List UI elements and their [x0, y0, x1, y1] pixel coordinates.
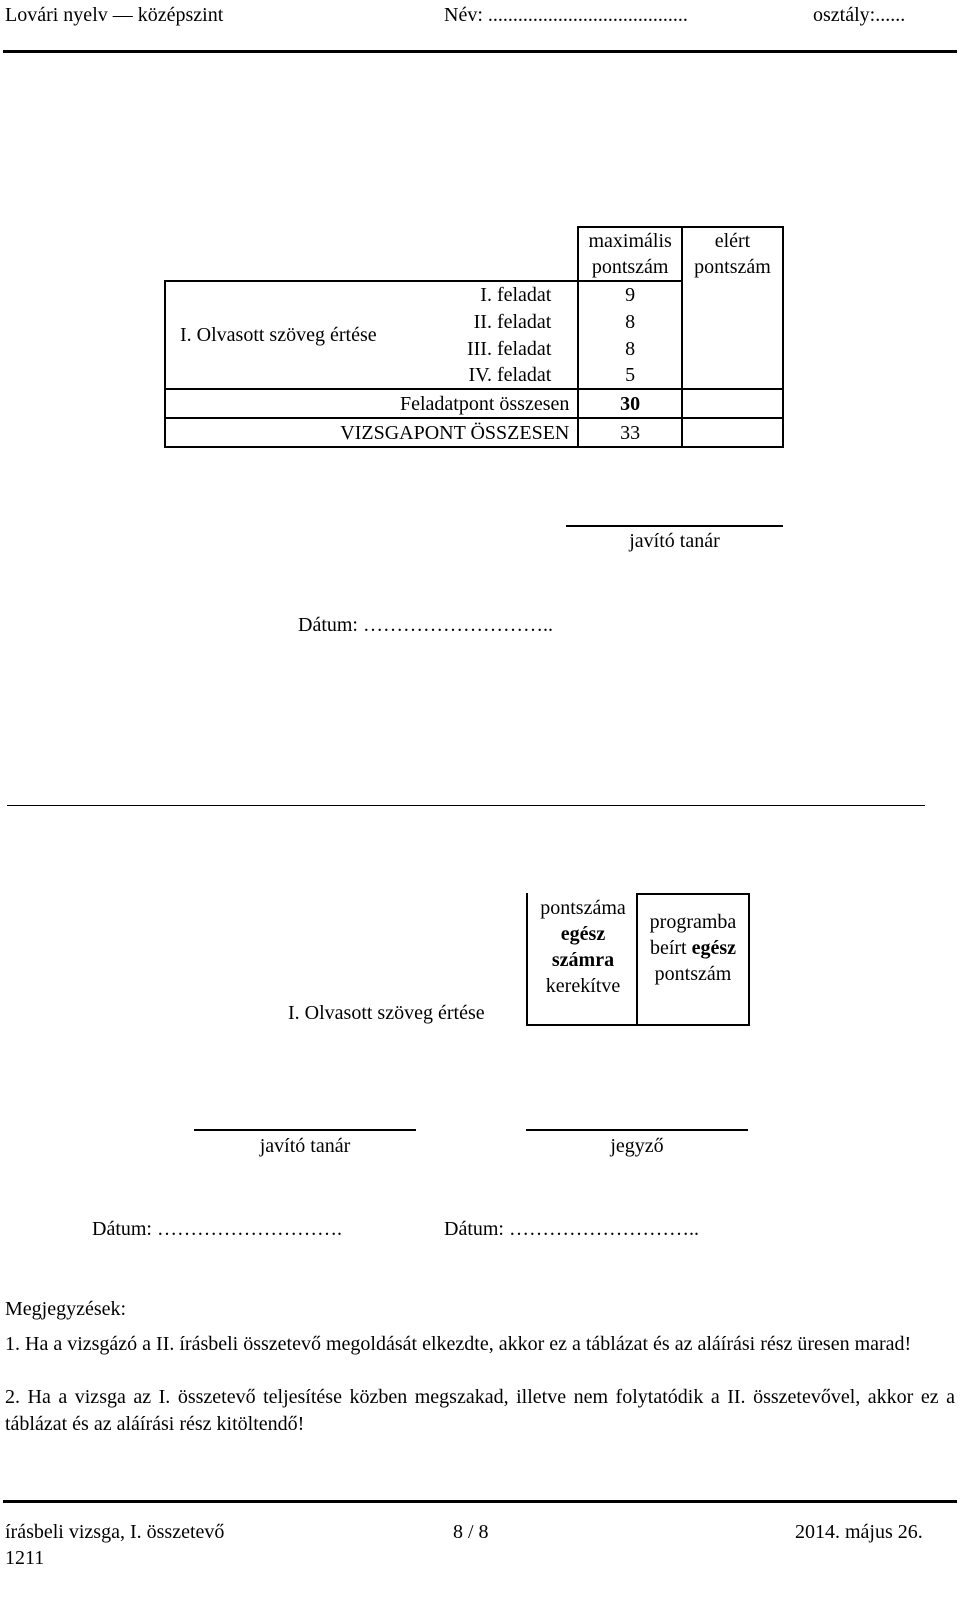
task-max: 9	[578, 281, 682, 308]
task-label: II. feladat	[473, 310, 552, 333]
task-label: I. feladat	[381, 281, 579, 308]
footer-exam: írásbeli vizsga, I. összetevő	[5, 1521, 225, 1543]
row-label: I. Olvasott szöveg értése	[288, 1002, 485, 1024]
note-1: 1. Ha a vizsgázó a II. írásbeli összetevő megoldását elkezdte, akkor ez a táblázat és az aláírási rész üresen marad!	[5, 1333, 912, 1355]
footer-rule	[3, 1500, 957, 1503]
section-label: I. Olvasott szöveg értése	[180, 324, 377, 346]
subtotal-achieved-cell	[682, 389, 783, 418]
subtotal-label: Feladatpont összesen	[165, 389, 578, 418]
teacher-role: javító tanár	[259, 1135, 351, 1157]
notary-role: jegyző	[610, 1135, 664, 1157]
signature-line	[194, 1129, 416, 1131]
header-title: Lovári nyelv — középszint	[5, 4, 224, 26]
footer-date: 2014. május 26.	[795, 1521, 923, 1543]
subtotal-max: 30	[578, 389, 682, 418]
total-max: 33	[578, 418, 682, 447]
teacher-role: javító tanár	[629, 530, 720, 552]
total-label: VIZSGAPONT ÖSSZESEN	[165, 418, 578, 447]
program-score-header: programba beírt egész pontszám	[636, 893, 750, 1026]
max-points-header: maximális pontszám	[578, 227, 682, 281]
footer-code: 1211	[5, 1547, 45, 1569]
score-table	[164, 226, 784, 448]
total-achieved-cell	[682, 418, 783, 447]
task-max: 8	[578, 308, 682, 335]
note-2: 2. Ha a vizsga az I. összetevő teljesítése közben megszakad, illetve nem folytatódik a II. összetevővel, akkor ez a táblázat és az aláírási rész kitöltendő!	[5, 1386, 955, 1435]
task-max: 5	[578, 362, 682, 389]
task-max: 8	[578, 335, 682, 362]
separator-rule	[7, 805, 925, 806]
task-label: IV. feladat	[381, 362, 579, 389]
date-field: Dátum: ………………………..	[298, 614, 553, 636]
task-label: III. feladat	[466, 337, 552, 360]
signature-line	[566, 525, 783, 527]
page-number: 8 / 8	[453, 1521, 489, 1543]
signature-line	[526, 1129, 748, 1131]
class-field: osztály:......	[813, 4, 906, 26]
header-rule	[3, 50, 957, 53]
date-field: Dátum: ………………………..	[444, 1218, 699, 1240]
rounded-score-header: pontszáma egész számra kerekítve	[526, 893, 638, 1026]
notes-heading: Megjegyzések:	[5, 1298, 127, 1320]
date-field: Dátum: ……………………….	[92, 1218, 342, 1240]
achieved-points-header: elért pontszám	[682, 227, 783, 389]
name-field: Név: ........................................	[444, 4, 688, 26]
